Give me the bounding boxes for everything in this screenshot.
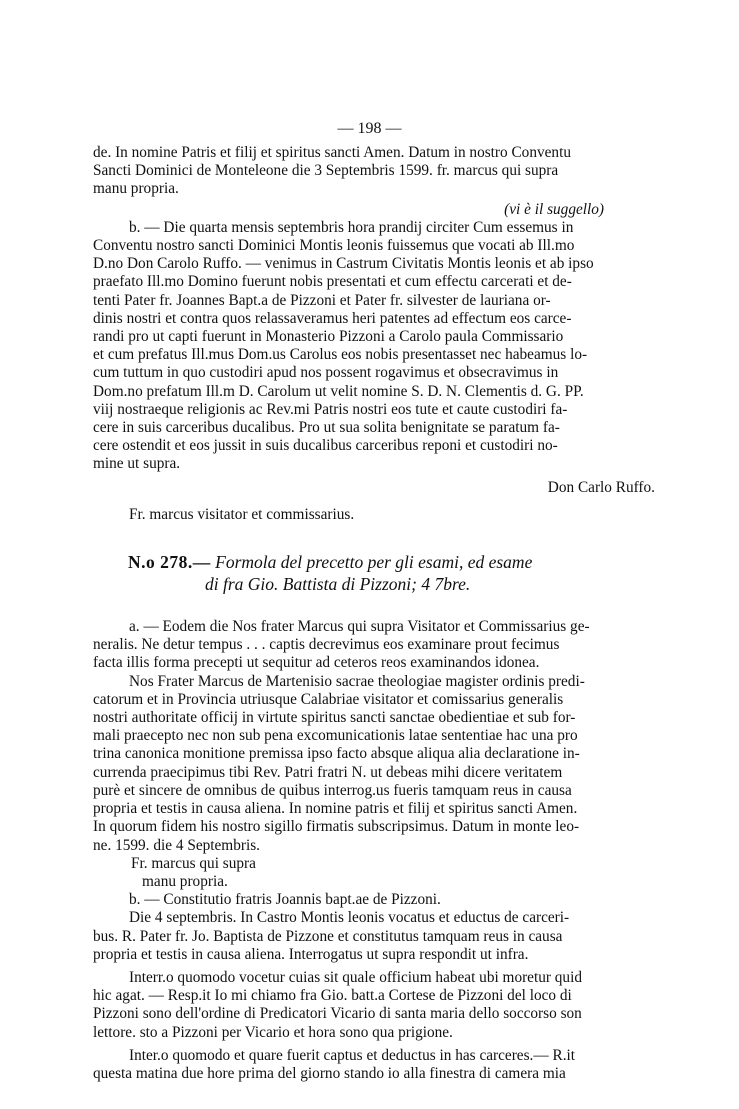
text-line: currenda praecipimus tibi Rev. Patri fratri N. ut debeas mihi dicere veritatem [93,763,563,781]
paragraph-a [93,618,660,673]
text-line: cere ostendit et eos jussit in suis ducalibus carceribus reponi et custodiri no- [93,437,558,455]
text-line: cere in suis carceribus ducalibus. Pro ut sua solita benignitate se paratum fa- [93,419,560,437]
text-line: tenti Pater fr. Joannes Bapt.a de Pizzoni et Pater fr. silvester de lauriana or- [93,291,551,309]
text-line: a. — Eodem die Nos frater Marcus qui supra Visitator et Commissarius ge- [129,618,590,636]
text-line: b. — Die quarta mensis septembris hora prandij circiter Cum essemus in [129,218,574,236]
signature-manu-propria: manu propria. [142,872,228,890]
text-line: viij nostraeque religionis ac Rev.mi Patris nostri eos tute et caute custodiri fa- [93,400,568,418]
text-line: ne. 1599. die 4 Septembris. [93,836,260,854]
paragraph-nos [93,673,660,855]
text-line: hic agat. — Resp.it Io mi chiamo fra Gio. batt.a Cortese de Pizzoni del loco di [93,987,572,1005]
text-line: In quorum fidem his nostro sigillo firmatis subscripsimus. Datum in monte leo- [93,818,580,836]
text-line: propria et testis in causa aliena. Interrogatus ut supra respondit ut infra. [93,945,529,963]
text-line: bus. R. Pater fr. Jo. Baptista de Pizzone et constitutus tamquam reus in causa [93,927,563,945]
text-line: Interr.o quomodo vocetur cuias sit quale officium habeat ubi moretur quid [129,968,582,986]
text-line: cum tuttum in quo custodiri apud nos possent rogavimus et obsecravimus in [93,364,559,382]
text-line: nostri authoritate officij in virtute spiritus sancti sanctae obedientiae et sub for- [93,709,576,727]
document-number: N.o 278.— [128,552,211,573]
seal-note: (vi è il suggello) [504,200,604,218]
text-line: trina canonica monitione premissa ipso facto absque aliqua alia declaratione in- [93,745,580,763]
paragraph-interr [93,969,660,1042]
paragraph-die [93,909,660,964]
text-line: Pizzoni sono dell'ordine di Predicatori Vicario di santa maria dello soccorso son [93,1005,582,1023]
text-line: Sancti Dominici de Monteleone die 3 Septembris 1599. fr. marcus qui supra [93,162,559,180]
heading-line-2: di fra Gio. Battista di Pizzoni; 4 7bre. [205,574,471,595]
heading-line-1: Formola del precetto per gli esami, ed esame [215,552,533,573]
text-line: dinis nostri et contra quos relassaveramus heri patentes ad effectum eos carce- [93,309,572,327]
text-line: catorum et in Provincia utriusque Calabriae visitator et comissarius generalis [93,690,564,708]
signature-marcus: Fr. marcus qui supra [131,854,256,872]
text-line: Conventu nostro sancti Dominici Montis leonis fuissemus que vocati ab Ill.mo [93,237,575,255]
page-body [93,144,660,1083]
text-line: et cum prefatus Ill.mus Dom.us Carolus eos nobis presentasset nec habeamus lo- [93,346,588,364]
text-line: mine ut supra. [93,455,181,473]
text-line: propria et testis in causa aliena. In nomine patris et filij et spiritus sancti Amen. [93,800,578,818]
text-line: D.no Don Carolo Ruffo. — venimus in Castrum Civitatis Montis leonis et ab ipso [93,255,594,273]
page-number: — 198 — [337,120,402,137]
signature-ruffo: Don Carlo Ruffo. [547,478,655,496]
closing-line: Fr. marcus visitator et commissarius. [129,505,355,523]
text-line: randi pro ut capti fuerunt in Monasterio Pizzoni a Carolo paula Commissario [93,328,564,346]
paragraph-b [93,219,660,474]
paragraph-inter2 [93,1047,660,1083]
text-line: de. In nomine Patris et filij et spiritus sancti Amen. Datum in nostro Conventu [93,144,571,161]
text-line: Inter.o quomodo et quare fuerit captus et deductus in has carceres.— R.it [129,1046,576,1064]
paragraph-b2: b. — Constitutio fratris Joannis bapt.ae de Pizzoni. [129,891,441,909]
text-line: Dom.no prefatum Ill.m D. Carolum ut velit nomine S. D. N. Clementis d. G. PP. [93,382,584,400]
intro-paragraph [93,144,660,199]
section-heading [93,551,660,595]
text-line: Nos Frater Marcus de Martenisio sacrae theologiae magister ordinis predi- [129,672,585,690]
text-line: lettore. sto a Pizzoni per Vicario et hora sono qua prigione. [93,1023,453,1041]
text-line: neralis. Ne detur tempus . . . captis decrevimus eos examinare prout fecimus [93,636,560,654]
text-line: questa matina due hore prima del giorno stando io alla finestra di camera mia [93,1064,566,1082]
text-line: mali praecepto nec non sub pena excomunicationis latae sententiae hac una pro [93,727,578,745]
text-line: Die 4 septembris. In Castro Montis leonis vocatus et eductus de carceri- [129,909,570,927]
text-line: manu propria. [93,180,179,198]
text-line: facta illis forma precepti ut sequitur ad ceteros reos examinandos idonea. [93,654,540,672]
text-line: purè et sincere de omnibus de quibus interrog.us fueris tamquam reus in causa [93,781,572,799]
text-line: praefato Ill.mo Domino fuerunt nobis presentati et cum effectu carcerati et de- [93,273,572,291]
